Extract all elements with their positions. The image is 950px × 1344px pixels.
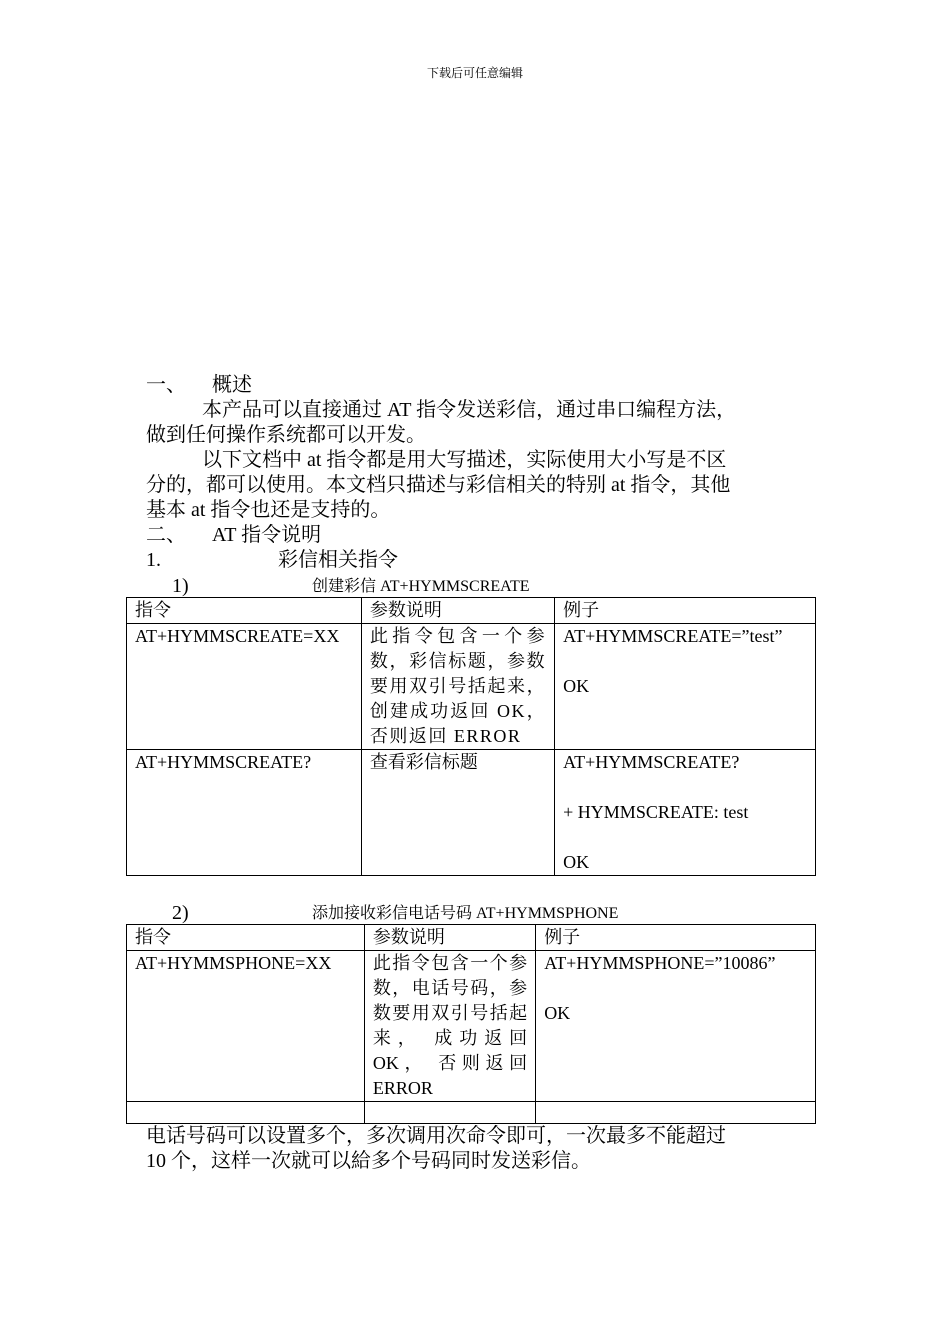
example-line: AT+HYMMSCREATE? bbox=[563, 752, 740, 772]
footer-para-line-1: 电话号码可以设置多个，多次调用次命令即可，一次最多不能超过 bbox=[146, 1125, 726, 1147]
example-line: OK bbox=[563, 676, 590, 696]
example-cell bbox=[555, 750, 816, 876]
section-2-title: AT 指令说明 bbox=[212, 524, 322, 546]
para-2-line-3: 基本 at 指令也还是支持的。 bbox=[146, 499, 391, 521]
section-1-number: 一、 bbox=[146, 374, 186, 396]
para-2-line-1: 以下文档中 at 指令都是用大写描述，实际使用大小写是不区 bbox=[202, 449, 727, 471]
description-cell: 此指令包含一个参数，电话号码，参数要用双引号括起来， 成功返回 OK， 否则返回 ERROR bbox=[364, 951, 535, 1102]
example-line: AT+HYMMSPHONE=”10086” bbox=[544, 953, 776, 973]
table-row bbox=[127, 624, 816, 750]
command-cell: AT+HYMMSPHONE=XX bbox=[127, 951, 365, 1102]
description-cell: 查看彩信标题 bbox=[361, 750, 554, 876]
table-header-cell: 例子 bbox=[536, 925, 816, 951]
example-line: OK bbox=[544, 1003, 571, 1023]
table-header-cell: 参数说明 bbox=[364, 925, 535, 951]
example-line: + HYMMSCREATE: test bbox=[563, 802, 749, 822]
para-1-line-1: 本产品可以直接通过 AT 指令发送彩信，通过串口编程方法， bbox=[202, 399, 737, 421]
command-cell: AT+HYMMSCREATE? bbox=[127, 750, 362, 876]
table-row-empty bbox=[127, 1102, 816, 1124]
description-cell: 此指令包含一个参数，彩信标题，参数要用双引号括起来，创建成功返回 OK，否则返回 ERROR bbox=[361, 624, 554, 750]
table-1-number: 1) bbox=[172, 575, 189, 597]
example-cell bbox=[536, 951, 816, 1102]
table-header-cell: 指令 bbox=[127, 925, 365, 951]
subsection-number: 1. bbox=[146, 549, 161, 571]
example-line: OK bbox=[563, 852, 590, 872]
section-2-number: 二、 bbox=[146, 524, 186, 546]
empty-cell bbox=[536, 1102, 816, 1124]
command-cell: AT+HYMMSCREATE=XX bbox=[127, 624, 362, 750]
table-2-title: 添加接收彩信电话号码 AT+HYMMSPHONE bbox=[312, 905, 619, 922]
table-header-cell: 例子 bbox=[555, 598, 816, 624]
table-2-number: 2) bbox=[172, 902, 189, 924]
table-1 bbox=[126, 597, 816, 876]
table-header-row bbox=[127, 598, 816, 624]
page-header: 下载后可任意编辑 bbox=[426, 66, 523, 80]
empty-cell bbox=[127, 1102, 365, 1124]
table-row bbox=[127, 951, 816, 1102]
para-2-line-2: 分的，都可以使用。本文档只描述与彩信相关的特别 at 指令，其他 bbox=[146, 474, 731, 496]
para-1-line-2: 做到任何操作系统都可以开发。 bbox=[146, 424, 426, 446]
empty-cell bbox=[364, 1102, 535, 1124]
table-1-title: 创建彩信 AT+HYMMSCREATE bbox=[312, 578, 530, 595]
table-header-cell: 参数说明 bbox=[361, 598, 554, 624]
table-2 bbox=[126, 924, 816, 1124]
footer-para-line-2: 10 个，这样一次就可以給多个号码同时发送彩信。 bbox=[146, 1150, 591, 1172]
example-cell bbox=[555, 624, 816, 750]
subsection-title: 彩信相关指令 bbox=[278, 549, 398, 571]
example-line: AT+HYMMSCREATE=”test” bbox=[563, 626, 783, 646]
table-header-row bbox=[127, 925, 816, 951]
table-header-cell: 指令 bbox=[127, 598, 362, 624]
section-1-title: 概述 bbox=[212, 374, 252, 396]
table-row bbox=[127, 750, 816, 876]
